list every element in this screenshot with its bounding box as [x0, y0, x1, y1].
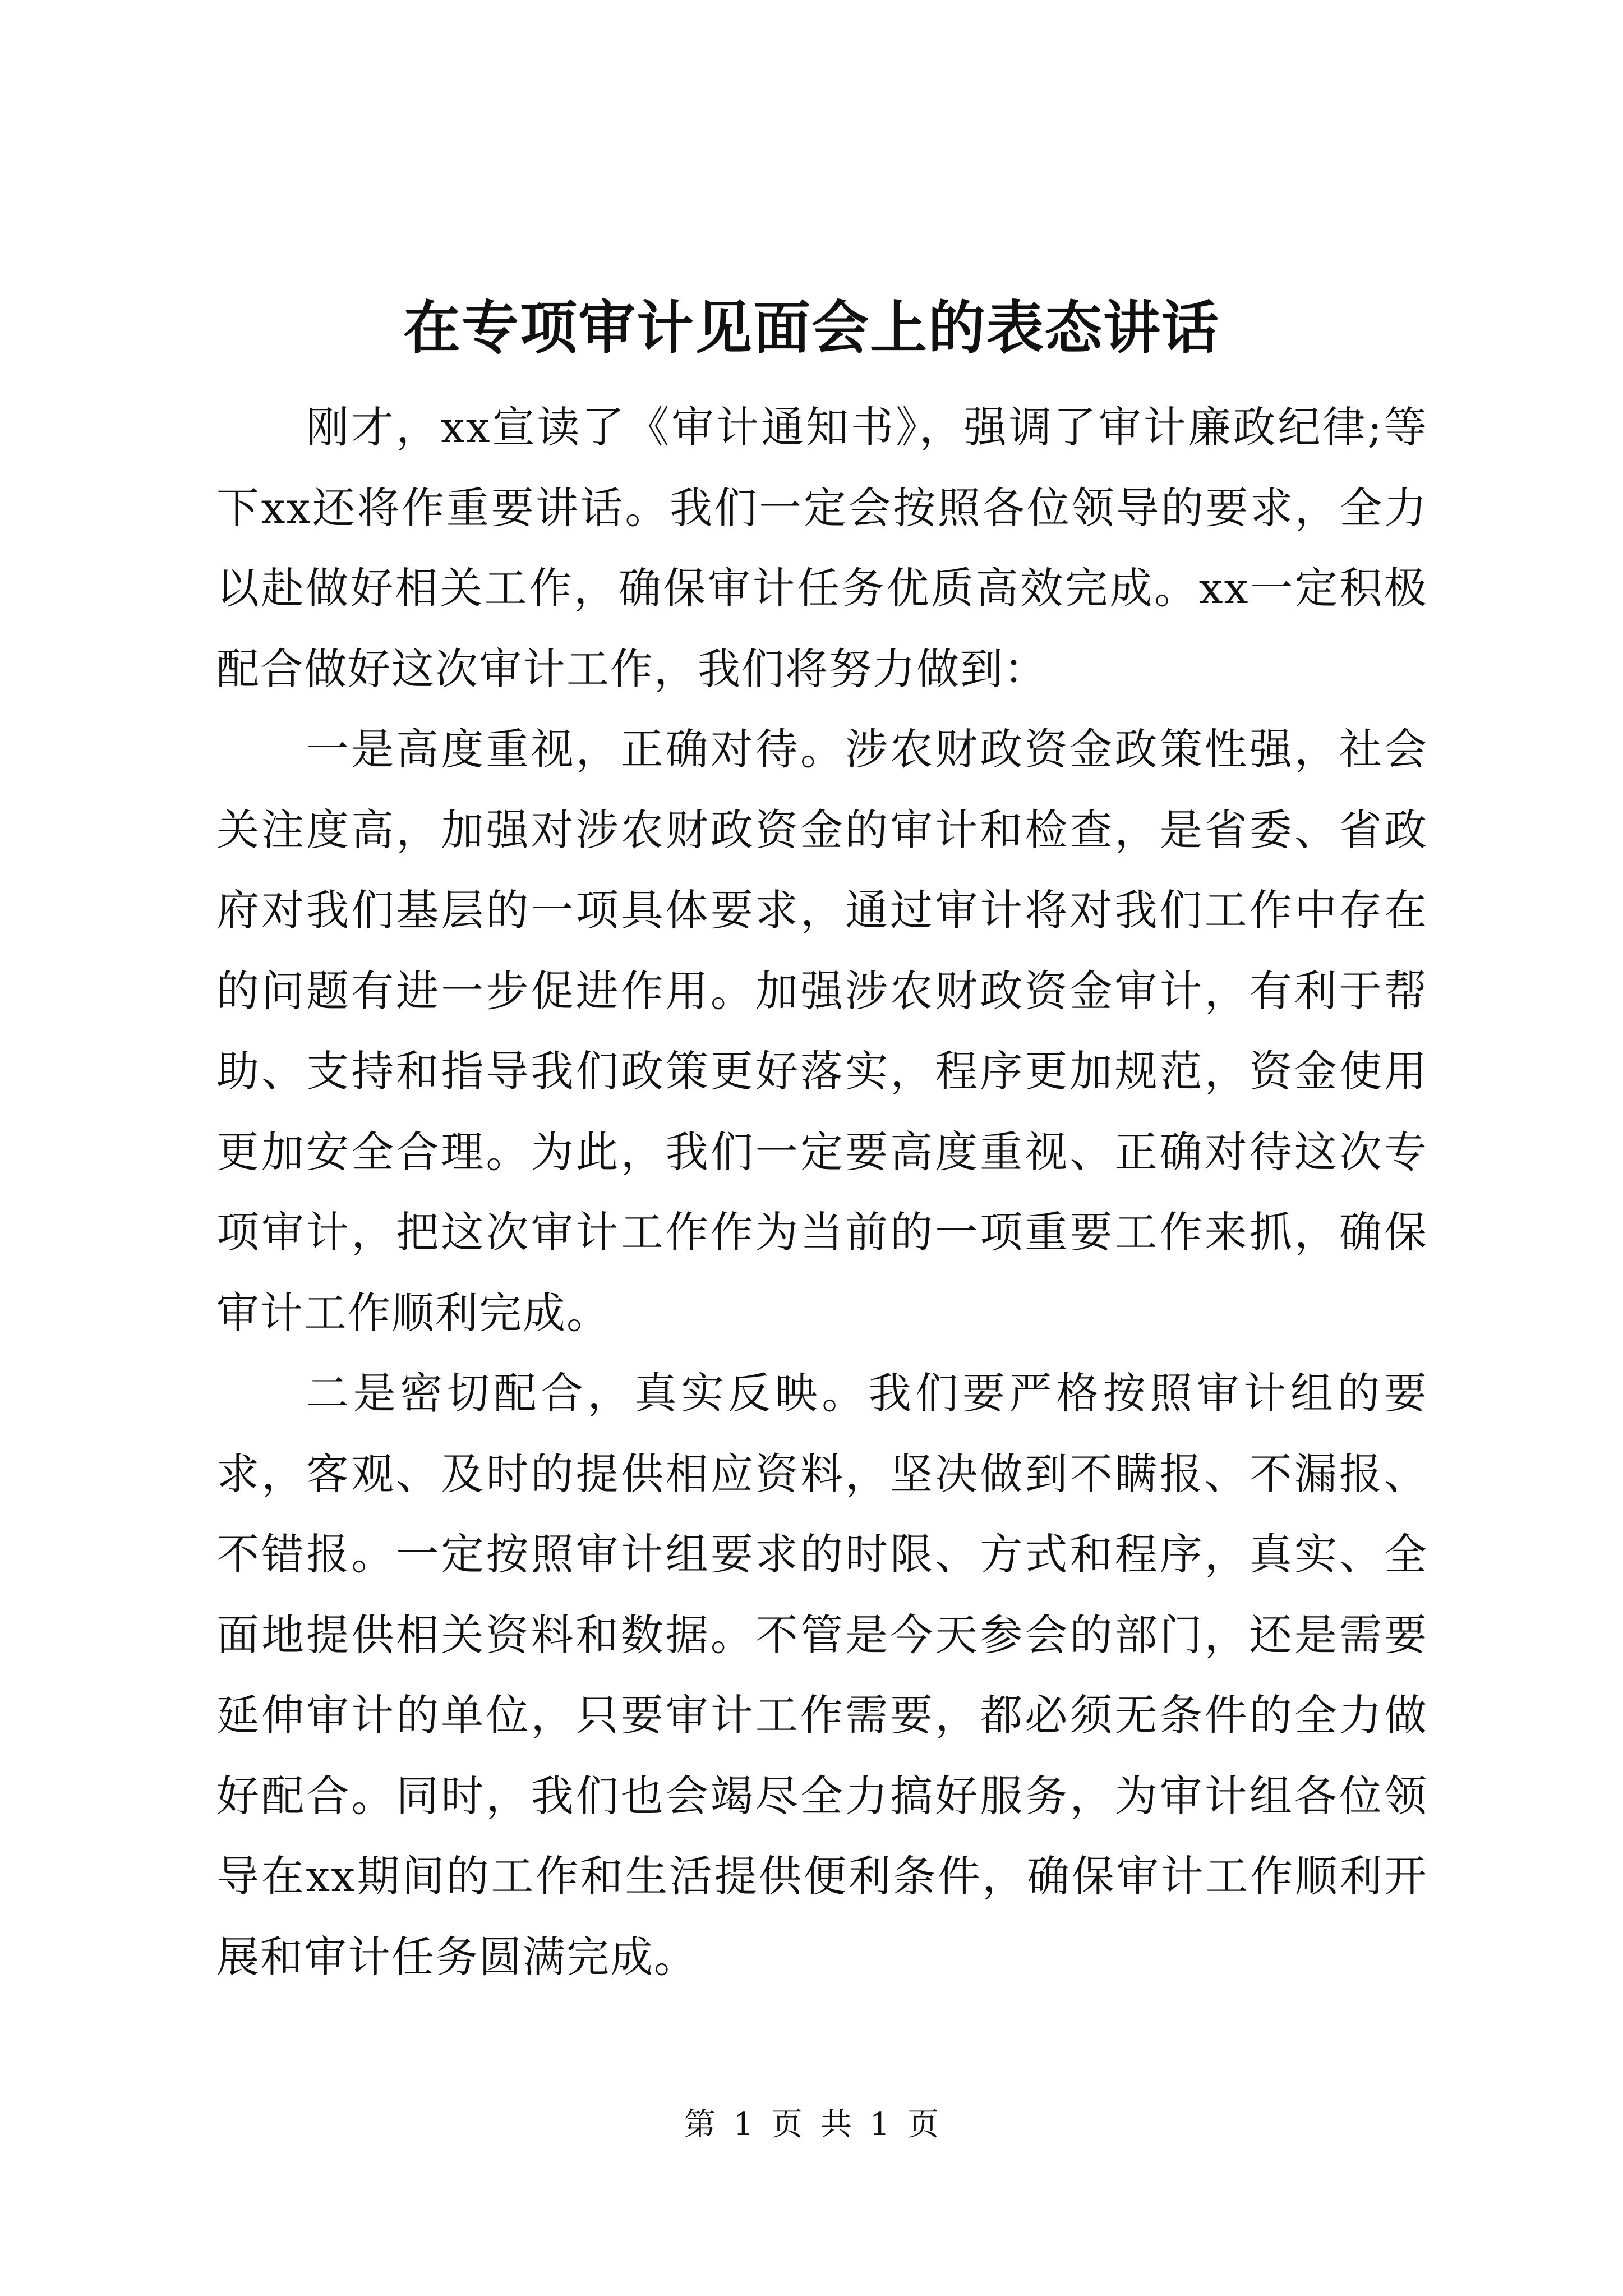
document-title: 在专项审计见面会上的表态讲话 [403, 295, 1220, 362]
paragraph: 刚才，xx宣读了《审计通知书》，强调了审计廉政纪律;等下xx还将作重要讲话。我们一定会按照各位领导的要求，全力以赴做好相关工作，确保审计任务优质高效完成。xx一定积极配合做好这次审计工作，我们将努力做到： [216, 402, 1428, 694]
paragraph: 一是高度重视，正确对待。涉农财政资金政策性强，社会关注度高，加强对涉农财政资金的审计和检查，是省委、省政府对我们基层的一项具体要求，通过审计将对我们工作中存在的问题有进一步促进作用。加强涉农财政资金审计，有利于帮助、支持和指导我们政策更好落实，程序更加规范，资金使用更加安全合理。为此，我们一定要高度重视、正确对待这次专项审计，把这次审计工作作为当前的一项重要工作来抓，确保审计工作顺利完成。 [216, 724, 1428, 1338]
document-body [216, 387, 1428, 1997]
paragraph: 二是密切配合，真实反映。我们要严格按照审计组的要求，客观、及时的提供相应资料，坚决做到不瞒报、不漏报、不错报。一定按照审计组要求的时限、方式和程序，真实、全面地提供相关资料和数据。不管是今天参会的部门，还是需要延伸审计的单位，只要审计工作需要，都必须无条件的全力做好配合。同时，我们也会竭尽全力搞好服务，为审计组各位领导在xx期间的工作和生活提供便利条件，确保审计工作顺利开展和审计任务圆满完成。 [216, 1368, 1428, 1982]
page-footer: 第 1 页 共 1 页 [684, 2106, 939, 2143]
